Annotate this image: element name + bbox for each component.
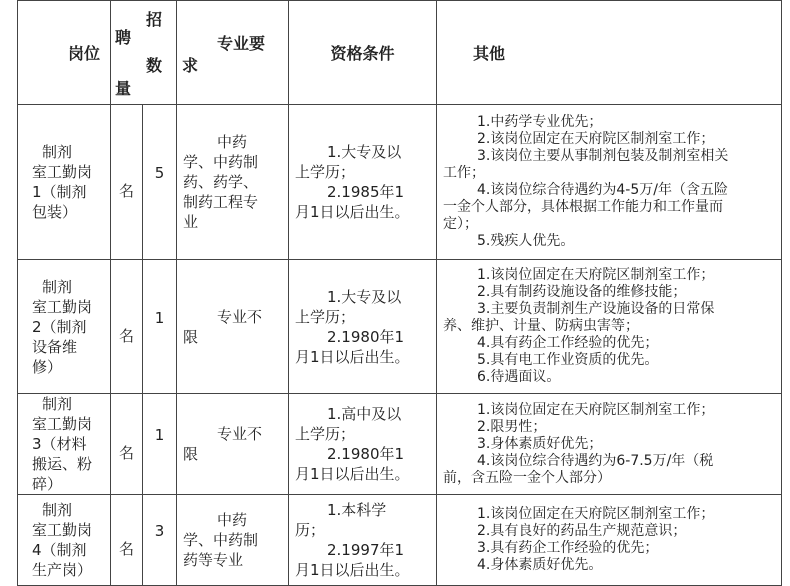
major-line: 学、中药制 bbox=[183, 153, 259, 171]
qualification-line: 上学历； bbox=[295, 425, 356, 443]
qualification-line: 1.大专及以 bbox=[327, 287, 402, 306]
qualification-cell bbox=[289, 495, 437, 586]
qualification-line: 上学历； bbox=[295, 307, 356, 326]
count-unit-cell: 名 bbox=[111, 394, 143, 495]
header-major-line-1: 专业要 bbox=[217, 34, 266, 53]
position-line: 室工勤岗 bbox=[32, 415, 93, 433]
other-cell bbox=[437, 105, 782, 260]
table-row bbox=[18, 105, 782, 260]
qualification-line: 1.高中及以 bbox=[327, 405, 402, 423]
position-line: 设备维 bbox=[32, 337, 78, 356]
count-unit-cell: 名 bbox=[111, 105, 143, 260]
major-line: 药等专业 bbox=[183, 551, 244, 569]
header-row bbox=[18, 1, 782, 105]
other-line: 4.身体素质好优先。 bbox=[477, 557, 603, 573]
other-line: 5.具有电工作业资质的优先。 bbox=[477, 352, 659, 368]
count-unit-cell: 名 bbox=[111, 495, 143, 586]
other-line: 6.待遇面议。 bbox=[477, 369, 561, 385]
major-line: 药、药学、 bbox=[183, 173, 259, 191]
other-line: 4.该岗位综合待遇约为4-5万/年（含五险 bbox=[477, 182, 728, 198]
position-line: 制剂 bbox=[42, 501, 73, 519]
major-line: 业 bbox=[183, 213, 199, 231]
position-line: 制剂 bbox=[42, 277, 73, 296]
qualification-line: 月1日以后出生。 bbox=[295, 465, 410, 483]
position-line: 1（制剂 bbox=[32, 183, 87, 201]
header-major-line-2: 求 bbox=[182, 56, 199, 75]
position-line: 修） bbox=[32, 357, 63, 376]
position-line: 搬运、粉 bbox=[32, 455, 93, 473]
other-line: 1.该岗位固定在天府院区制剂室工作； bbox=[477, 506, 715, 522]
major-line: 限 bbox=[183, 445, 199, 463]
qualification-line: 月1日以后出生。 bbox=[295, 203, 410, 221]
major-line: 学、中药制 bbox=[183, 531, 259, 549]
header-recruit-char-2: 招 bbox=[146, 10, 163, 29]
position-line: 2（制剂 bbox=[32, 317, 87, 336]
table-row bbox=[18, 495, 782, 586]
qualification-line: 2.1985年1 bbox=[327, 183, 405, 201]
position-line: 室工勤岗 bbox=[32, 521, 93, 539]
header-major bbox=[177, 1, 289, 105]
position-line: 制剂 bbox=[42, 395, 73, 413]
count-unit-cell: 名 bbox=[111, 260, 143, 394]
other-line: 2.限男性； bbox=[477, 418, 547, 435]
header-recruit-char-1: 聘 bbox=[115, 28, 132, 47]
major-cell bbox=[177, 105, 289, 260]
other-line: 1.中药学专业优先； bbox=[477, 114, 603, 130]
qualification-line: 2.1980年1 bbox=[327, 327, 405, 346]
major-cell bbox=[177, 495, 289, 586]
major-cell bbox=[177, 260, 289, 394]
other-line: 1.该岗位固定在天府院区制剂室工作； bbox=[477, 267, 715, 283]
major-line: 中药 bbox=[217, 511, 248, 529]
position-cell bbox=[18, 260, 111, 394]
header-position: 岗位 bbox=[18, 1, 111, 105]
header-recruit-char-4: 数 bbox=[146, 56, 163, 75]
position-line: 室工勤岗 bbox=[32, 297, 93, 316]
table-row bbox=[18, 260, 782, 394]
other-line: 4.具有药企工作经验的优先； bbox=[477, 335, 659, 351]
count-cell: 1 bbox=[143, 260, 177, 394]
position-line: 碎） bbox=[32, 475, 63, 493]
other-line: 3.具有药企工作经验的优先； bbox=[477, 540, 659, 556]
major-line: 中药 bbox=[217, 133, 248, 151]
other-line: 3.身体素质好优先； bbox=[477, 435, 603, 452]
qualification-line: 月1日以后出生。 bbox=[295, 347, 410, 366]
other-line: 2.具有制药设施设备的维修技能； bbox=[477, 284, 687, 300]
major-line: 制药工程专 bbox=[183, 193, 259, 211]
qualification-cell bbox=[289, 260, 437, 394]
other-line: 一金个人部分，具体根据工作能力和工作量而 bbox=[443, 199, 723, 215]
position-cell bbox=[18, 495, 111, 586]
position-line: 4（制剂 bbox=[32, 541, 87, 559]
table-row bbox=[18, 394, 782, 495]
header-recruit-count bbox=[111, 1, 177, 105]
header-other: 其他 bbox=[437, 1, 782, 105]
count-cell: 1 bbox=[143, 394, 177, 495]
header-recruit-char-3: 量 bbox=[115, 79, 132, 98]
major-line: 限 bbox=[183, 327, 199, 346]
other-line: 2.该岗位固定在天府院区制剂室工作； bbox=[477, 131, 715, 147]
position-cell bbox=[18, 394, 111, 495]
qualification-line: 上学历； bbox=[295, 163, 356, 181]
qualification-line: 1.大专及以 bbox=[327, 143, 402, 161]
qualification-line: 2.1997年1 bbox=[327, 541, 405, 559]
other-line: 4.该岗位综合待遇约为6-7.5万/年（税 bbox=[477, 452, 714, 469]
other-line: 5.残疾人优先。 bbox=[477, 233, 575, 249]
other-line: 2.具有良好的药品生产规范意识； bbox=[477, 523, 687, 539]
position-line: 制剂 bbox=[42, 143, 73, 161]
qualification-line: 2.1980年1 bbox=[327, 445, 405, 463]
major-line: 专业不 bbox=[217, 307, 263, 326]
position-line: 生产岗） bbox=[32, 561, 93, 579]
count-cell: 5 bbox=[143, 105, 177, 260]
qualification-cell bbox=[289, 394, 437, 495]
other-line: 1.该岗位固定在天府院区制剂室工作； bbox=[477, 401, 715, 418]
qualification-line: 1.本科学 bbox=[327, 501, 387, 519]
job-table bbox=[17, 0, 782, 586]
major-line: 专业不 bbox=[217, 425, 263, 443]
other-cell bbox=[437, 495, 782, 586]
position-line: 包装） bbox=[32, 203, 78, 221]
position-cell bbox=[18, 105, 111, 260]
header-qualification: 资格条件 bbox=[289, 1, 437, 105]
other-line: 养、维护、计量、防病虫害等； bbox=[443, 318, 639, 334]
qualification-line: 月1日以后出生。 bbox=[295, 561, 410, 579]
other-line: 工作； bbox=[443, 165, 485, 181]
other-cell bbox=[437, 260, 782, 394]
other-line: 定）； bbox=[443, 216, 478, 232]
qualification-cell bbox=[289, 105, 437, 260]
major-cell bbox=[177, 394, 289, 495]
count-cell: 3 bbox=[143, 495, 177, 586]
other-line: 3.该岗位主要从事制剂包装及制剂室相关 bbox=[477, 148, 729, 164]
qualification-line: 历； bbox=[295, 521, 326, 539]
position-line: 室工勤岗 bbox=[32, 163, 93, 181]
position-line: 3（材料 bbox=[32, 435, 87, 453]
other-line: 3.主要负责制剂生产设施设备的日常保 bbox=[477, 301, 715, 317]
other-line: 前，含五险一金个人部分） bbox=[443, 469, 611, 486]
other-cell bbox=[437, 394, 782, 495]
